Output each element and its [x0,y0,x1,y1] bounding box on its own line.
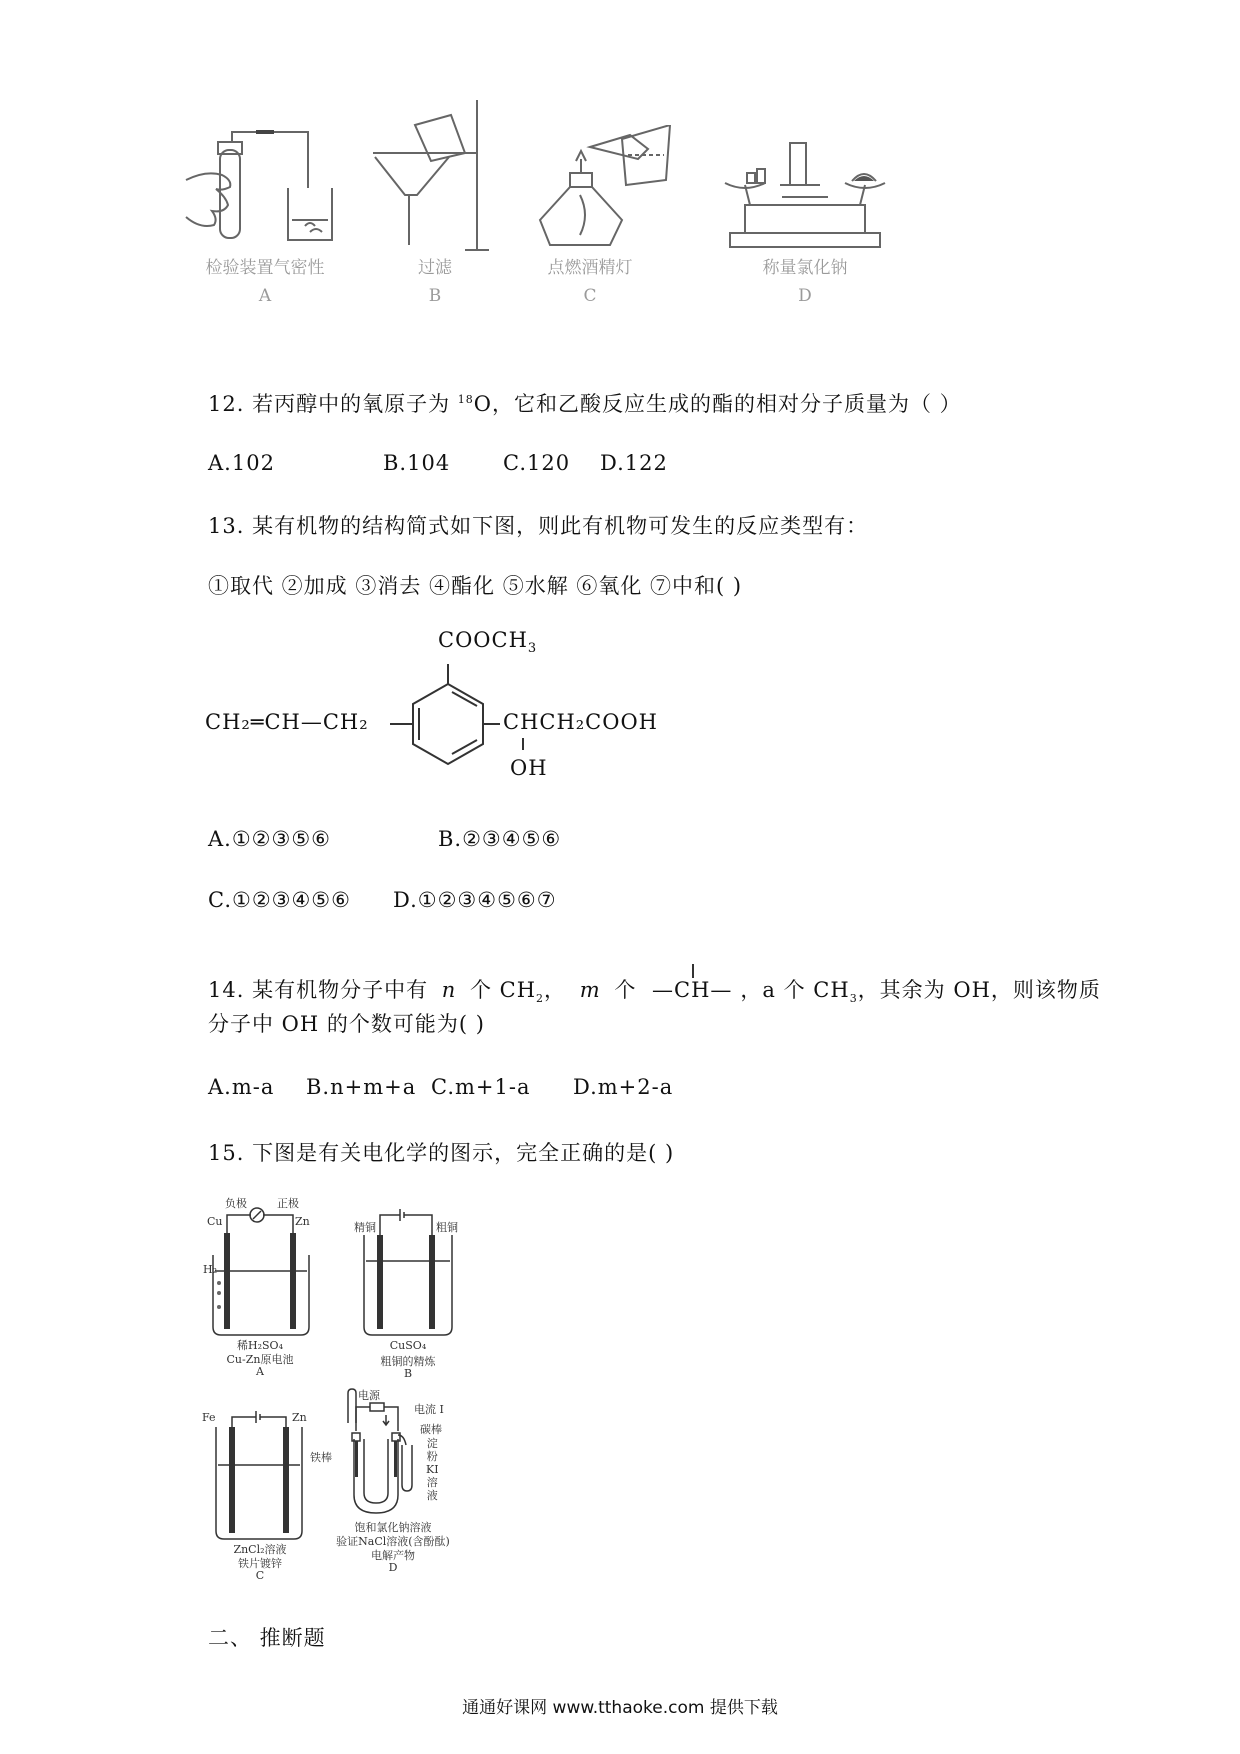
caption-b: 过滤 [418,258,452,278]
q14-stem-line2: 分子中 OH 的个数可能为( ) [208,1012,485,1036]
apparatus-filtration-illustration [365,95,505,255]
panel-c-name: 铁片镀锌 [238,1557,282,1570]
panel-b-label: B [403,1367,413,1380]
q13-structure-formula [205,628,685,788]
panel-a-label: A [256,1365,264,1378]
panel-d-label: D [388,1561,398,1574]
panel-d-iron-rod: 铁棒 [310,1451,332,1464]
panel-a-neg: 负极 [225,1197,247,1210]
panel-a-gas: H₂ [203,1263,218,1276]
q13-option-d: D.①②③④⑤⑥⑦ [393,888,557,912]
q14-option-b: B.n+m+a [306,1075,417,1099]
apparatus-alcohol-lamp-illustration [530,125,680,255]
q15-panel-a [205,1195,325,1380]
q15-stem: 15. 下图是有关电化学的图示，完全正确的是( ) [208,1141,675,1165]
panel-c-right-electrode: Zn [292,1411,307,1424]
apparatus-airtight-check-illustration [180,90,350,255]
panel-b-left-electrode: 精铜 [354,1221,376,1234]
panel-d-solution: 饱和氯化钠溶液 [354,1521,432,1534]
panel-c-solution: ZnCl₂溶液 [233,1543,287,1556]
q15-panel-d [310,1385,480,1585]
q14-option-c: C.m+1-a [431,1075,531,1099]
panel-d-starch-char: 粉 [426,1450,438,1463]
q12-isotope-superscript: 18 [457,393,474,406]
q13-stem: 13. 某有机物的结构简式如下图，则此有机物可发生的反应类型有： [208,514,869,538]
panel-b-diagram [350,1195,470,1345]
q14-var-m: m [579,978,601,1002]
structure-top-group-sub: 3 [527,641,538,657]
q14-sub-2: 2 [536,992,545,1006]
panel-a-name: Cu-Zn原电池 [226,1353,294,1366]
q14-text-d: 个 [614,978,637,1002]
q12-option-d: D.122 [600,451,668,475]
q13-option-c: C.①②③④⑤⑥ [208,888,351,912]
panel-c-left-electrode: Fe [202,1411,216,1424]
q14-option-d: D.m+2-a [573,1075,674,1099]
panel-d-starch-char: 淀 [426,1437,438,1450]
q12-stem-post: O，它和乙酸反应生成的酯的相对分子质量为（ ） [473,392,962,416]
label-a: A [258,286,272,306]
panel-a-solution: 稀H₂SO₄ [237,1339,283,1352]
panel-b-solution: CuSO₄ [389,1339,427,1352]
panel-c-diagram [210,1405,320,1545]
q14-ch-bond-line [692,964,694,978]
section-heading: 二、 推断题 [208,1626,326,1650]
q14-var-n: n [441,978,457,1002]
panel-a-left-electrode: Cu [207,1215,223,1228]
panel-a-pos: 正极 [277,1197,299,1210]
caption-c: 点燃酒精灯 [547,258,633,278]
panel-d-name-1: 验证NaCl溶液(含酚酞) [336,1535,450,1548]
q13-option-b: B.②③④⑤⑥ [438,827,562,851]
structure-top-group [438,628,537,656]
q14-ch-group-text: —CH— [652,978,733,1002]
panel-a-right-electrode: Zn [295,1215,310,1228]
q13-option-a: A.①②③⑤⑥ [208,827,331,851]
label-c: C [583,286,597,306]
structure-top-group-text: COOCH [438,628,528,652]
q14-text-e: ，a 个 CH [740,978,850,1002]
label-d: D [798,286,812,306]
panel-b-name: 粗铜的精炼 [380,1355,436,1368]
structure-right-chain: CHCH₂COOH [503,710,658,734]
structure-bottom-group: OH [510,756,548,780]
panel-d-current: 电流 I [414,1403,444,1416]
caption-d: 称量氯化钠 [762,258,848,278]
q13-reaction-types: ①取代 ②加成 ③消去 ④酯化 ⑤水解 ⑥氧化 ⑦中和( ) [208,574,743,598]
q14-stem-line1 [208,974,1101,1005]
q15-panel-c [202,1405,320,1585]
panel-d-starch-char: KI [426,1463,439,1476]
q15-panel-b [350,1195,470,1380]
panel-d-carbon-rod: 碳棒 [420,1423,442,1436]
q12-stem [208,388,962,418]
label-b: B [428,286,442,306]
page-footer: 通通好课网 www.tthaoke.com 提供下载 [462,1698,778,1718]
q12-option-a: A.102 [208,451,275,475]
q14-text-a: 14. 某有机物分子中有 [208,978,429,1002]
q14-text-f: ，其余为 OH，则该物质 [857,978,1101,1002]
q14-ch-group [652,978,732,1002]
panel-b-right-electrode: 粗铜 [436,1221,458,1234]
q14-option-a: A.m-a [208,1075,275,1099]
structure-left-chain: CH₂═CH—CH₂ [205,710,369,734]
q14-sub-3: 3 [849,992,858,1006]
panel-d-starch-char: 溶 [426,1476,438,1489]
caption-a: 检验装置气密性 [205,258,325,278]
q14-text-b: 个 CH [469,978,537,1002]
q12-option-b: B.104 [383,451,451,475]
panel-d-starch-char: 液 [426,1489,438,1502]
panel-d-power: 电源 [358,1389,380,1402]
panel-d-diagram [340,1385,480,1525]
q12-option-c: C.120 [503,451,571,475]
q12-stem-pre: 12. 若丙醇中的氧原子为 [208,392,451,416]
apparatus-balance-illustration [720,125,890,255]
q14-text-c: ， [544,978,567,1002]
panel-d-starch-ki [426,1437,439,1502]
panel-c-label: C [255,1569,265,1582]
panel-d-name-2: 电解产物 [371,1549,415,1562]
top-figure [180,90,980,320]
